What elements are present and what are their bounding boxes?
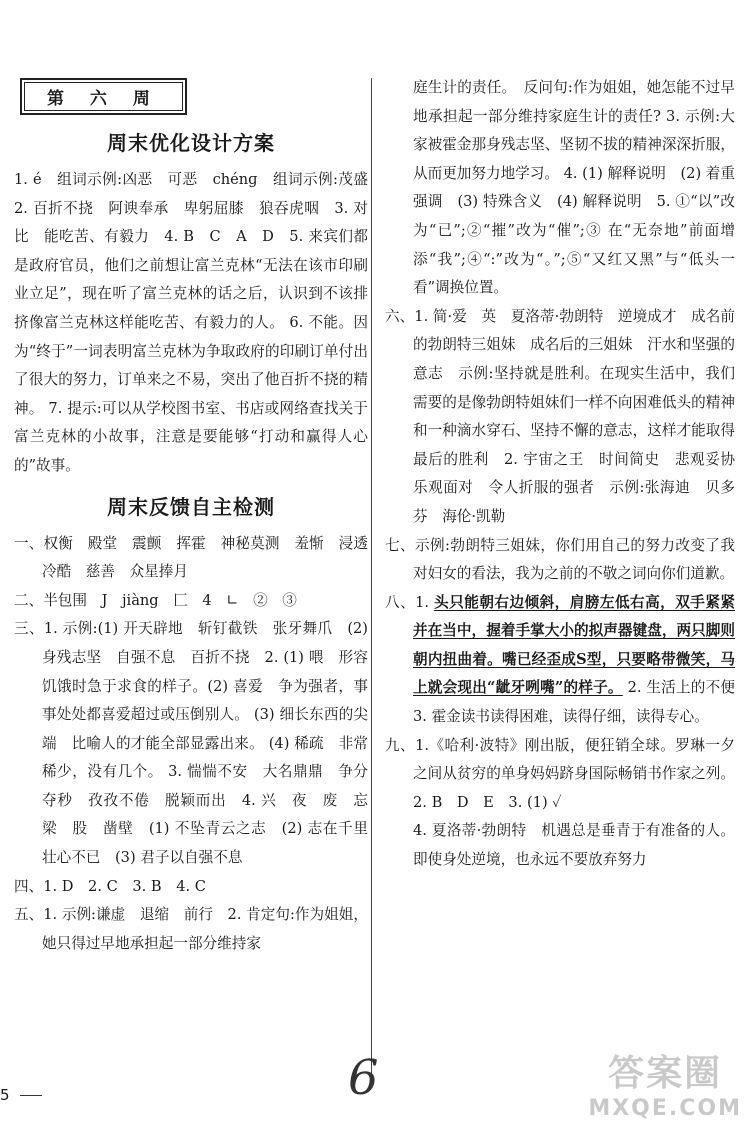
- answer-item-6: 六、1. 简·爱 英 夏洛蒂·勃朗特 逆境成才 成名前的勃朗特三姐妹 成名后的三姐妹 汗水和坚强的意志 示例:坚持就是胜利。在现实生活中，我们需要的是像勃朗特姐妹们一样不向困难低头的精神和一种滴水穿石、坚持不懈的意志，这样才能取得最后的胜利 2. 宇宙之王 时间简史 悲观妥协 乐观面对 令人折服的强者 示例:张海迪 贝多芬 海伦·凯勒: [385, 307, 750, 525]
- handwritten-mark: 6: [348, 1050, 379, 1106]
- page-number: 5: [0, 1086, 10, 1104]
- answer-item-8: [385, 589, 750, 732]
- answer-item-9: 九、1.《哈利·波特》刚出版，便狂销全球。罗琳一夕之间从贫穷的单身妈妈跻身国际畅销书作家之列。 2. B D E 3. (1) ✓: [385, 736, 735, 811]
- answer-item-3: 三、1. 示例:(1) 开天辟地 斩钉截铁 张牙舞爪 (2) 身残志坚 自强不息 百折不挠 2. (1) 喂 形容饥饿时急于求食的样子。(2) 喜爱 争为强者，事事处处都喜爱超过或压倒别人。 (3) 细长东西的尖端 比喻人的才能全部显露出来。 (4) 稀疏 非常稀少，没有几个。 3. 惴惴不安 大名鼎鼎 争分夺秒 孜孜不倦 脱颖而出 4. 兴 夜 废 忘 梁 股 凿壁 (1) 不坠青云之志 (2) 志在千里 壮心不已 (3) 君子以自强不息: [14, 620, 383, 867]
- answer-item-4: 四、1. D 2. C 3. B 4. C: [14, 877, 206, 895]
- week-label-box: [20, 78, 187, 115]
- answer-item-5: 五、1. 示例:谦虚 退缩 前行 2. 肯定句:作为姐姐，她只得过早地承担起一部分维持家: [14, 906, 368, 952]
- watermark-logo-text: 答案圈: [608, 1053, 723, 1094]
- answer-item-5-continued: 庭生计的责任。 反问句:作为姐姐，她怎能不过早地承担起一部分维持家庭生计的责任? 3. 示例:大家被霍金那身残志坚、坚韧不拔的精神深深折服，从而更加努力地学习。 4. (1) 解释说明 (2) 着重强调 (3) 特殊含义 (4) 解释说明 5. ①“以”改为“已”;②“摧”改为“催”;③ 在“无奈地”前面增添“我”;④“:”改为“。”;⑤“又红又黑”与“低头一看”调换位置。: [413, 79, 735, 297]
- section1-title: 周末优化设计方案: [107, 131, 275, 155]
- footer-rule: [20, 1095, 42, 1096]
- answer-item-9-part4: 4. 夏洛蒂·勃朗特 机遇总是垂青于有准备的人。即使身处逆境，也永远不要放弃努力: [413, 822, 735, 869]
- section2-title: 周末反馈自主检测: [107, 494, 275, 519]
- right-column: [385, 74, 750, 875]
- answer-item-7: 七、示例:勃朗特三姐妹，你们用自己的努力改变了我对妇女的看法，我为之前的不敬之词向你们道歉。: [385, 536, 735, 583]
- week-label: 第 六 周: [24, 82, 183, 111]
- column-divider: [371, 78, 372, 1078]
- item8-suffix: 2. 生活上的不便 3. 霍金读书读得困难，读得仔细，读得专心。: [413, 679, 750, 726]
- section1-answers: 1. é 组词示例:凶恶 可恶 chénɡ 组词示例:茂盛 2. 百折不挠 阿谀奉承 卑躬屈膝 狼吞虎咽 3. 对比 能吃苦、有毅力 4. B C A D 5. 来宾们都是政府官员，他们之前想让富兰克林“无法在该市印刷业立足”，现在听了富兰克林的话之后，认识到不该排挤像富兰克林这样能吃苦、有毅力的人。 6. 不能。因为“终于”一词表明富兰克林为争取政府的印刷订单付出了很大的努力，订单来之不易，突出了他百折不挠的精神。 7. 提示:可以从学校图书室、书店或网络查找关于富兰克林的小故事，注意是要能够“打动和赢得人心的”故事。: [14, 171, 383, 474]
- watermark-url: MXQE.COM: [588, 1096, 742, 1121]
- page-footer: [0, 1086, 42, 1104]
- answer-item-2: 二、半包围 J jiàng 匚 4 ∟ ② ③: [14, 591, 297, 609]
- item8-prefix: 八、1.: [385, 593, 435, 611]
- site-watermark: [588, 1045, 742, 1121]
- answer-item-1: 一、权衡 殿堂 震颤 挥霍 神秘莫测 羞惭 浸透 冷酷 慈善 众星捧月: [14, 534, 383, 581]
- left-column: [14, 74, 383, 958]
- item8-underlined: 头只能朝右边倾斜，肩膀左低右高，双手紧紧并在当中，握着手掌大小的拟声器键盘，两只脚则朝内扭曲着。嘴已经歪成S型，只要略带微笑，马上就会现出“龇牙咧嘴”的样子。: [413, 593, 735, 697]
